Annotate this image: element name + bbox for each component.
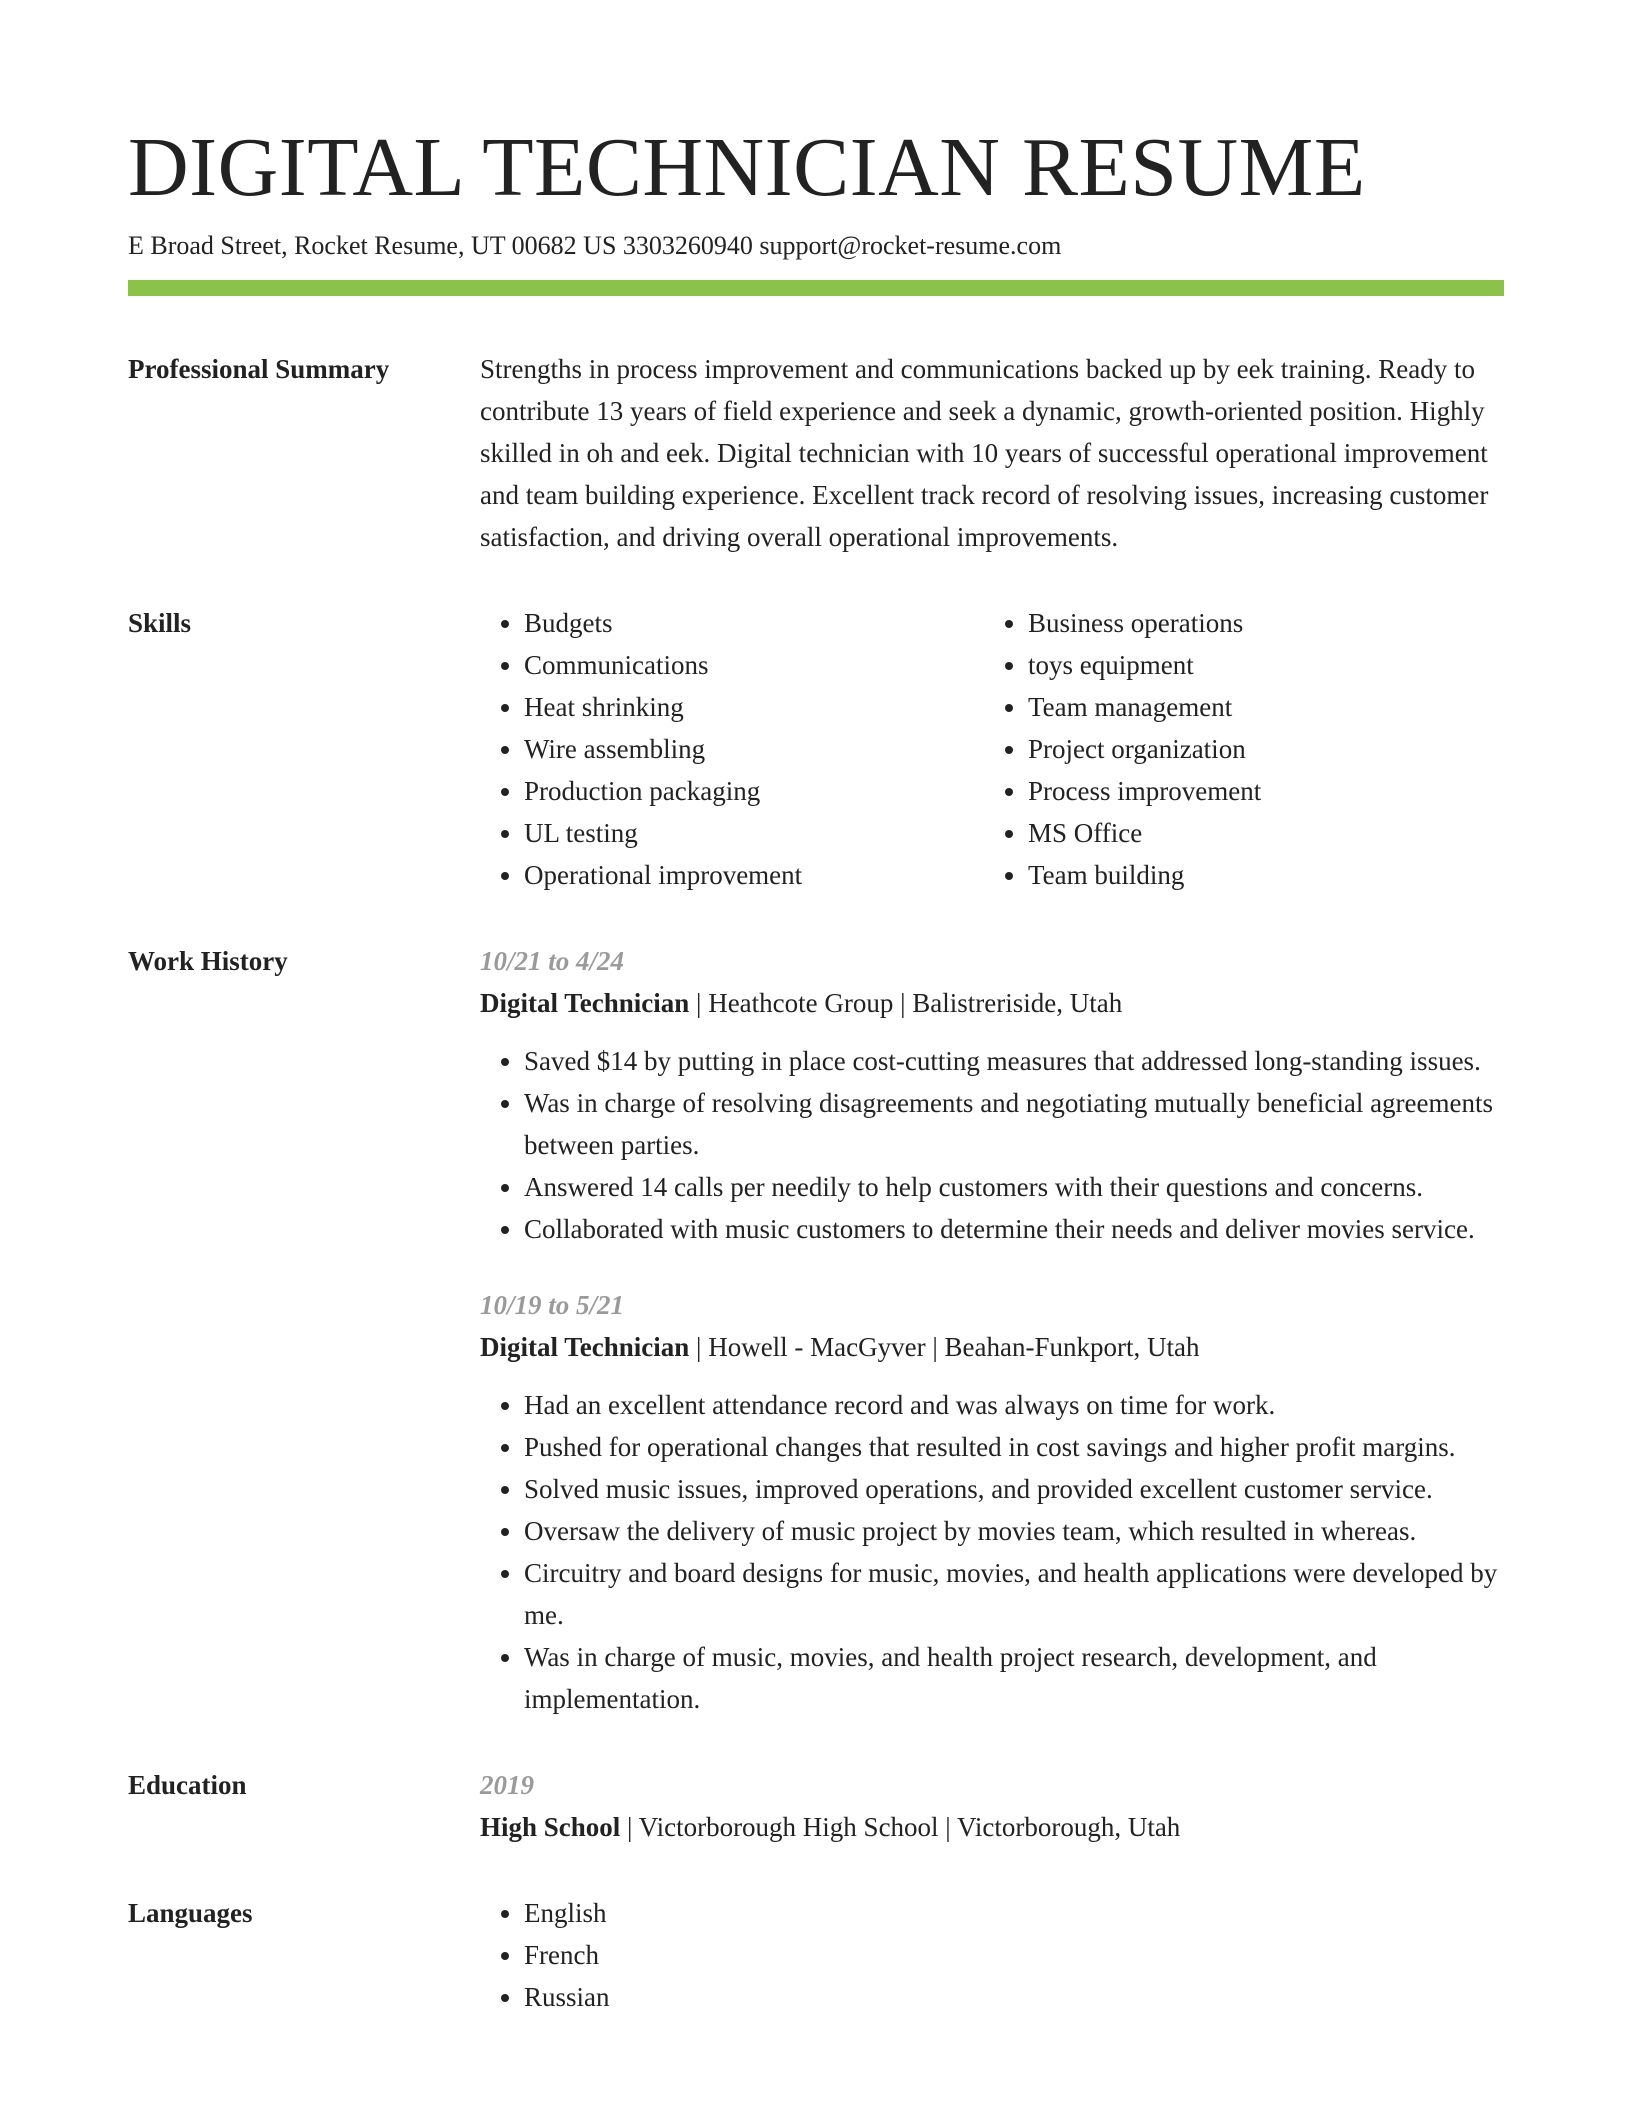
job-dates: 10/21 to 4/24 xyxy=(480,946,625,976)
skill-item: • Communications xyxy=(524,644,984,686)
education-details: | Victorborough High School | Victorborough, Utah xyxy=(620,1812,1181,1842)
skill-item: • Process improvement xyxy=(1028,770,1488,812)
skill-item: • Project organization xyxy=(1028,728,1488,770)
education-section xyxy=(128,1764,1504,1848)
job-bullet: • Answered 14 calls per needily to help customers with their questions and concerns. xyxy=(524,1166,1504,1208)
resume-title: DIGITAL TECHNICIAN RESUME xyxy=(128,121,1366,214)
education-heading: Education xyxy=(128,1770,247,1800)
job-details: | Howell - MacGyver | Beahan-Funkport, Utah xyxy=(689,1332,1200,1362)
accent-divider xyxy=(128,280,1504,296)
education-year: 2019 xyxy=(480,1770,534,1800)
skills-list-left xyxy=(480,602,984,896)
job-bullet: • Pushed for operational changes that resulted in cost savings and higher profit margins. xyxy=(524,1426,1504,1468)
job-bullets xyxy=(480,1384,1504,1720)
language-item: • French xyxy=(524,1934,1504,1976)
skill-item: • UL testing xyxy=(524,812,984,854)
job-details: | Heathcote Group | Balistreriside, Utah xyxy=(689,988,1123,1018)
job-title: Digital Technician xyxy=(480,1332,690,1362)
skill-item: • Budgets xyxy=(524,602,984,644)
summary-heading: Professional Summary xyxy=(128,354,390,384)
job-bullet: • Solved music issues, improved operations, and provided excellent customer service. xyxy=(524,1468,1504,1510)
resume-page xyxy=(128,118,1504,2018)
job-bullets xyxy=(480,1040,1504,1250)
job-dates: 10/19 to 5/21 xyxy=(480,1290,625,1320)
skill-item: • Business operations xyxy=(1028,602,1488,644)
language-item: • English xyxy=(524,1892,1504,1934)
job-bullet: • Oversaw the delivery of music project by movies team, which resulted in whereas. xyxy=(524,1510,1504,1552)
skill-item: • Production packaging xyxy=(524,770,984,812)
work-history-heading: Work History xyxy=(128,946,288,976)
job-title-line xyxy=(480,1326,1504,1368)
summary-text: Strengths in process improvement and communications backed up by eek training. Ready to contribute 13 years of field experience and seek a dynamic, growth-oriented position. Highly skilled in oh and eek. Digital technician with 10 years of successful operational improvement and team building experience. Excellent track record of resolving issues, increasing customer satisfaction, and driving overall operational improvements. xyxy=(480,354,1489,552)
job-entry xyxy=(480,1284,1504,1720)
skill-item: • Team management xyxy=(1028,686,1488,728)
job-title-line xyxy=(480,982,1504,1024)
job-entry xyxy=(480,940,1504,1250)
skill-item: • Team building xyxy=(1028,854,1488,896)
languages-heading: Languages xyxy=(128,1898,253,1928)
job-bullet: • Was in charge of music, movies, and health project research, development, and implementation. xyxy=(524,1636,1504,1720)
skill-item: • Operational improvement xyxy=(524,854,984,896)
skill-item: • Heat shrinking xyxy=(524,686,984,728)
skill-item: • toys equipment xyxy=(1028,644,1488,686)
job-bullet: • Had an excellent attendance record and was always on time for work. xyxy=(524,1384,1504,1426)
job-bullet: • Saved $14 by putting in place cost-cutting measures that addressed long-standing issues. xyxy=(524,1040,1504,1082)
skills-list-right xyxy=(984,602,1488,896)
skill-item: • MS Office xyxy=(1028,812,1488,854)
skill-item: • Wire assembling xyxy=(524,728,984,770)
job-title: Digital Technician xyxy=(480,988,690,1018)
languages-section xyxy=(128,1892,1504,2018)
education-degree: High School xyxy=(480,1812,621,1842)
education-line xyxy=(480,1806,1504,1848)
summary-section xyxy=(128,348,1504,558)
language-item: • Russian xyxy=(524,1976,1504,2018)
job-bullet: • Circuitry and board designs for music, movies, and health applications were developed by me. xyxy=(524,1552,1504,1636)
languages-list xyxy=(480,1892,1504,2018)
skills-heading: Skills xyxy=(128,608,192,638)
job-bullet: • Collaborated with music customers to determine their needs and deliver movies service. xyxy=(524,1208,1504,1250)
skills-columns xyxy=(480,602,1504,896)
skills-section xyxy=(128,602,1504,896)
job-bullet: • Was in charge of resolving disagreements and negotiating mutually beneficial agreements between parties. xyxy=(524,1082,1504,1166)
work-history-section xyxy=(128,940,1504,1720)
contact-line: E Broad Street, Rocket Resume, UT 00682 US 3303260940 support@rocket-resume.com xyxy=(128,231,1062,260)
